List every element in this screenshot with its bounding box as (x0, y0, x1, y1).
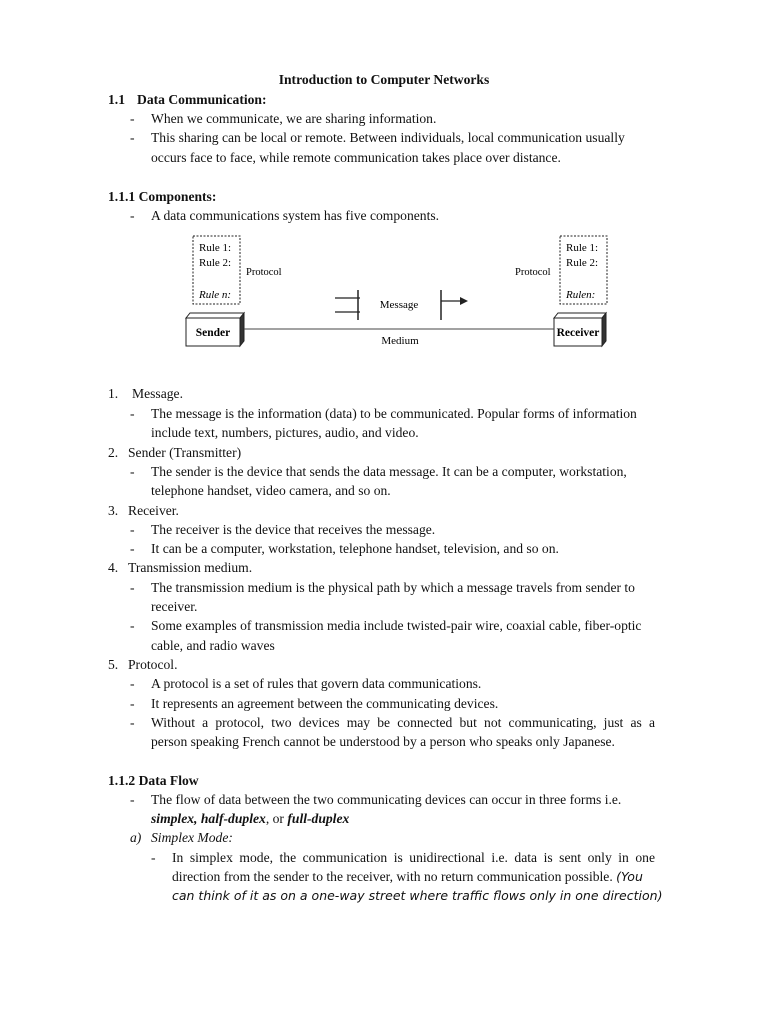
rule1-label: Rule 1: (199, 242, 232, 254)
sub-list-title: Simplex Mode: (151, 830, 233, 845)
bullet-text: In simplex mode, the communication is unidirectional i.e. data is sent only in one (172, 850, 655, 865)
bullet-dash: - (130, 522, 135, 537)
bullet-text-continued: occurs face to face, while remote communication takes place over distance. (151, 150, 561, 165)
bullet-text-continued: cable, and radio waves (151, 638, 275, 653)
list-item-label: Message. (132, 386, 183, 401)
rule2-label: Rule 2: (566, 257, 599, 269)
protocol-right-label: Protocol (515, 267, 551, 278)
bullet-text: It represents an agreement between the communicating devices. (151, 696, 499, 711)
half-duplex-term: half-duplex (200, 811, 266, 826)
list-item-label: Protocol. (128, 657, 178, 672)
list-item-label: Sender (Transmitter) (128, 445, 242, 460)
message-label: Message (379, 299, 419, 311)
receiver-box-top (554, 313, 606, 318)
bullet-text-continued: include text, numbers, pictures, audio, and video. (151, 425, 419, 440)
bullet-text: It can be a computer, workstation, telephone handset, television, and so on. (151, 541, 559, 556)
bullet-dash: - (130, 111, 135, 126)
rulen-label: Rule n: (199, 289, 232, 301)
simplex-term: simplex, (151, 811, 198, 826)
flow-forms-line (151, 810, 349, 828)
rule1-label: Rule 1: (566, 242, 599, 254)
rule2-label: Rule 2: (199, 257, 232, 269)
bullet-dash: - (130, 464, 135, 479)
bullet-text: A data communications system has five components. (151, 208, 440, 223)
sender-box-side (240, 313, 244, 346)
bullet-text: Without a protocol, two devices may be connected but not communicating, just as a (151, 715, 655, 730)
bullet-dash: - (151, 850, 156, 865)
receiver-box-side (602, 313, 606, 346)
bullet-dash: - (130, 715, 135, 730)
medium-label: Medium (381, 335, 419, 347)
message-arrowhead (460, 297, 468, 305)
sub-list-label: a) (130, 830, 142, 845)
subsection-heading: 1.1.1 Components: (108, 189, 217, 204)
sender-label: Sender (195, 327, 231, 339)
bullet-dash: - (130, 208, 135, 223)
list-number: 4. (108, 560, 119, 575)
bullet-dash: - (130, 130, 135, 145)
bullet-dash: - (130, 541, 135, 556)
bullet-dash: - (130, 696, 135, 711)
list-item-label: Transmission medium. (128, 560, 253, 575)
bullet-dash: - (130, 580, 135, 595)
bullet-text-continued (172, 868, 643, 886)
simplex-desc: direction from the sender to the receiver, with no return communication possible. (172, 869, 613, 884)
bullet-dash: - (130, 676, 135, 691)
bullet-text: When we communicate, we are sharing information. (151, 111, 437, 126)
bullet-text: Some examples of transmission media include twisted-pair wire, coaxial cable, fiber-optic (151, 618, 642, 633)
bullet-text-continued: telephone handset, video camera, and so on. (151, 483, 391, 498)
simplex-example-start: (You (616, 869, 643, 884)
simplex-example: can think of it as on a one-way street where traffic flows only in one direction) (172, 888, 663, 903)
list-number: 5. (108, 657, 119, 672)
rulen-label: Rulen: (566, 289, 596, 301)
bullet-text: The flow of data between the two communicating devices can occur in three forms i.e. (151, 792, 622, 807)
comma: , (265, 811, 270, 826)
bullet-text: The sender is the device that sends the data message. It can be a computer, workstation, (151, 464, 627, 479)
or-word: or (272, 811, 284, 826)
section-number: 1.1 (108, 92, 125, 107)
list-number: 2. (108, 445, 119, 460)
document-title: Introduction to Computer Networks (278, 72, 490, 87)
bullet-text: This sharing can be local or remote. Between individuals, local communication usually (151, 130, 625, 145)
bullet-text-continued: person speaking French cannot be understood by a person who speaks only Japanese. (151, 734, 615, 749)
list-item-label: Receiver. (128, 503, 179, 518)
full-duplex-term: full-duplex (287, 811, 350, 826)
receiver-label: Receiver (556, 327, 600, 339)
sender-box-top (186, 313, 244, 318)
bullet-dash: - (130, 618, 135, 633)
bullet-text: The message is the information (data) to be communicated. Popular forms of information (151, 406, 637, 421)
subsection-heading: 1.1.2 Data Flow (108, 773, 199, 788)
section-heading: Data Communication: (137, 92, 267, 107)
components-diagram (180, 232, 620, 356)
list-number: 3. (108, 503, 119, 518)
protocol-left-label: Protocol (246, 267, 282, 278)
bullet-dash: - (130, 406, 135, 421)
bullet-text: The receiver is the device that receives the message. (151, 522, 436, 537)
bullet-text-continued: receiver. (151, 599, 198, 614)
bullet-dash: - (130, 792, 135, 807)
bullet-text: A protocol is a set of rules that govern data communications. (151, 676, 482, 691)
bullet-text: The transmission medium is the physical path by which a message travels from sender to (151, 580, 635, 595)
list-number: 1. (108, 386, 119, 401)
